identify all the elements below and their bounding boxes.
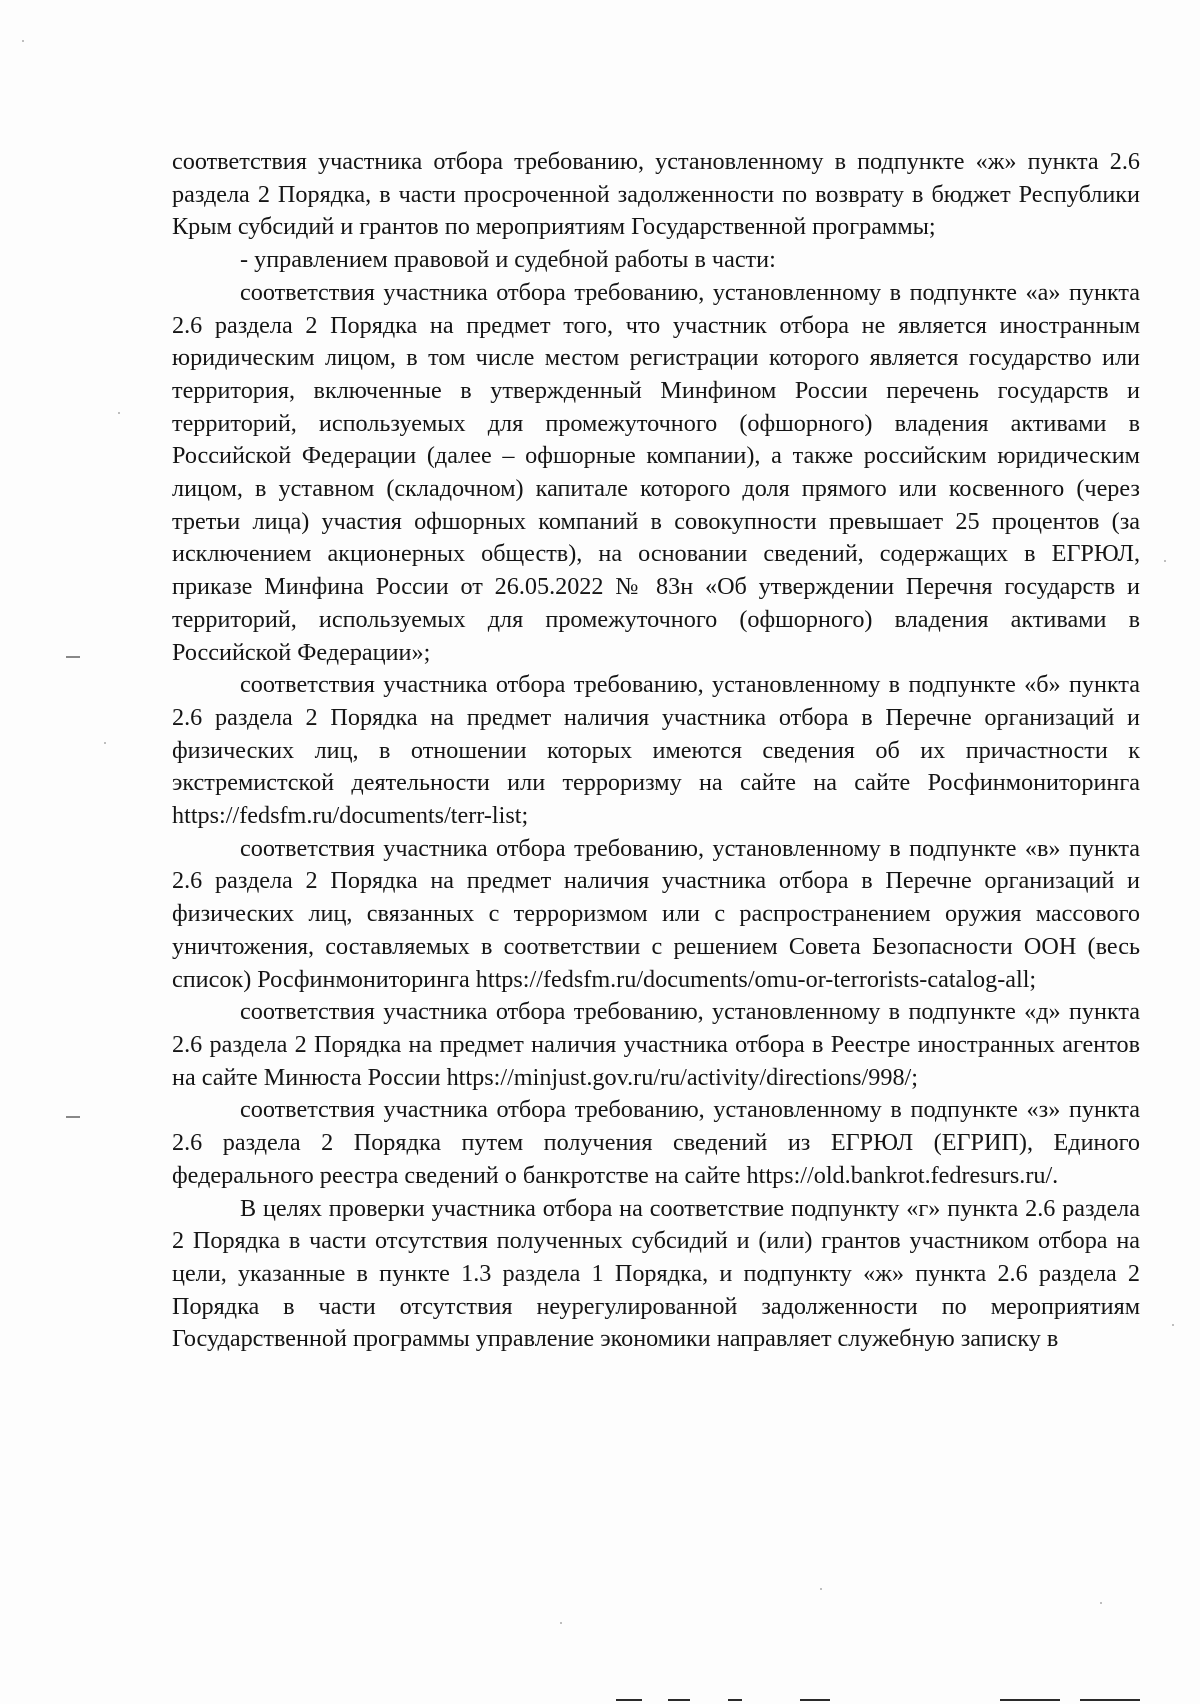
scan-speck [820,1588,822,1590]
scan-bottom-mark [728,1699,742,1701]
paragraph-subclause-v: соответствия участника отбора требованию, установленному в подпункте «в» пункта 2.6 раздела 2 Порядка на предмет наличия участника отбора в Перечне организаций и физических лиц, связанных с терроризмом или с распространением оружия массового уничтожения, составляемых в соответствии с решением Совета Безопасности ООН (весь список) Росфинмониторинга https://fedsfm.ru/documents/omu-or-terrorists-catalog-all; [172,834,1140,993]
scan-speck [104,742,106,744]
paragraph-verification-note: В целях проверки участника отбора на соответствие подпункту «г» пункта 2.6 раздела 2 Порядка в части отсутствия полученных субсидий и (или) грантов участником отбора на цели, указанные в пункте 1.3 раздела 1 Порядка, и подпункту «ж» пункта 2.6 раздела 2 Порядка в части отсутствия неурегулированной задолженности по мероприятиям Государственной программы управление экономики направляет служебную записку в [172,1194,1140,1353]
scan-margin-mark [66,1116,80,1118]
paragraph-subclause-z: соответствия участника отбора требованию, установленному в подпункте «з» пункта 2.6 раздела 2 Порядка путем получения сведений из ЕГРЮЛ (ЕГРИП), Единого федерального реестра сведений о банкротстве на сайте https://old.bankrot.fedresurs.ru/. [172,1096,1140,1189]
document-body [172,146,1140,1356]
scan-bottom-mark [668,1699,690,1701]
paragraph-1-continuation: соответствия участника отбора требованию, установленному в подпункте «ж» пункта 2.6 раздела 2 Порядка, в части просроченной задолженности по возврату в бюджет Республики Крым субсидий и грантов по мероприятиям Государственной программы; [172,148,1140,241]
scan-speck [1164,560,1166,562]
paragraph-legal-department-heading: - управлением правовой и судебной работы в части: [240,246,776,274]
paragraph-subclause-d: соответствия участника отбора требованию, установленному в подпункте «д» пункта 2.6 раздела 2 Порядка на предмет наличия участника отбора в Реестре иностранных агентов на сайте Минюста России https://minjust.gov.ru/ru/activity/directions/998/; [172,998,1140,1091]
scan-bottom-mark [1000,1699,1060,1701]
paragraph-subclause-a: соответствия участника отбора требованию, установленному в подпункте «а» пункта 2.6 раздела 2 Порядка на предмет того, что участник отбора не является иностранным юридическим лицом, в том числе местом регистрации которого является государство или территория, включенные в утвержденный Минфином России перечень государств и территорий, используемых для промежуточного (офшорного) владения активами в Российской Федерации (далее – офшорные компании), а также российским юридическим лицом, в уставном (складочном) капитале которого доля прямого или косвенного (через третьи лица) участия офшорных компаний в совокупности превышает 25 процентов (за исключением акционерных обществ), на основании сведений, содержащих в ЕГРЮЛ, приказе Минфина России от 26.05.2022 № 83н «Об утверждении Перечня государств и территорий, используемых для промежуточного (офшорного) владения активами в Российской Федерации»; [172,278,1140,666]
scan-bottom-mark [1080,1699,1140,1701]
scan-speck [1100,1602,1102,1604]
scan-speck [560,1622,562,1624]
scan-margin-mark [66,656,80,658]
scan-bottom-mark [616,1699,642,1701]
paragraph-subclause-b: соответствия участника отбора требованию, установленному в подпункте «б» пункта 2.6 раздела 2 Порядка на предмет наличия участника отбора в Перечне организаций и физических лиц, в отношении которых имеются сведения об их причастности к экстремистской деятельности или терроризму на сайте на сайте Росфинмониторинга https://fedsfm.ru/documents/terr-list; [172,671,1140,830]
scan-speck [118,412,120,414]
scan-bottom-mark [800,1699,830,1701]
scan-speck [22,40,24,42]
scan-speck [1172,1324,1174,1326]
